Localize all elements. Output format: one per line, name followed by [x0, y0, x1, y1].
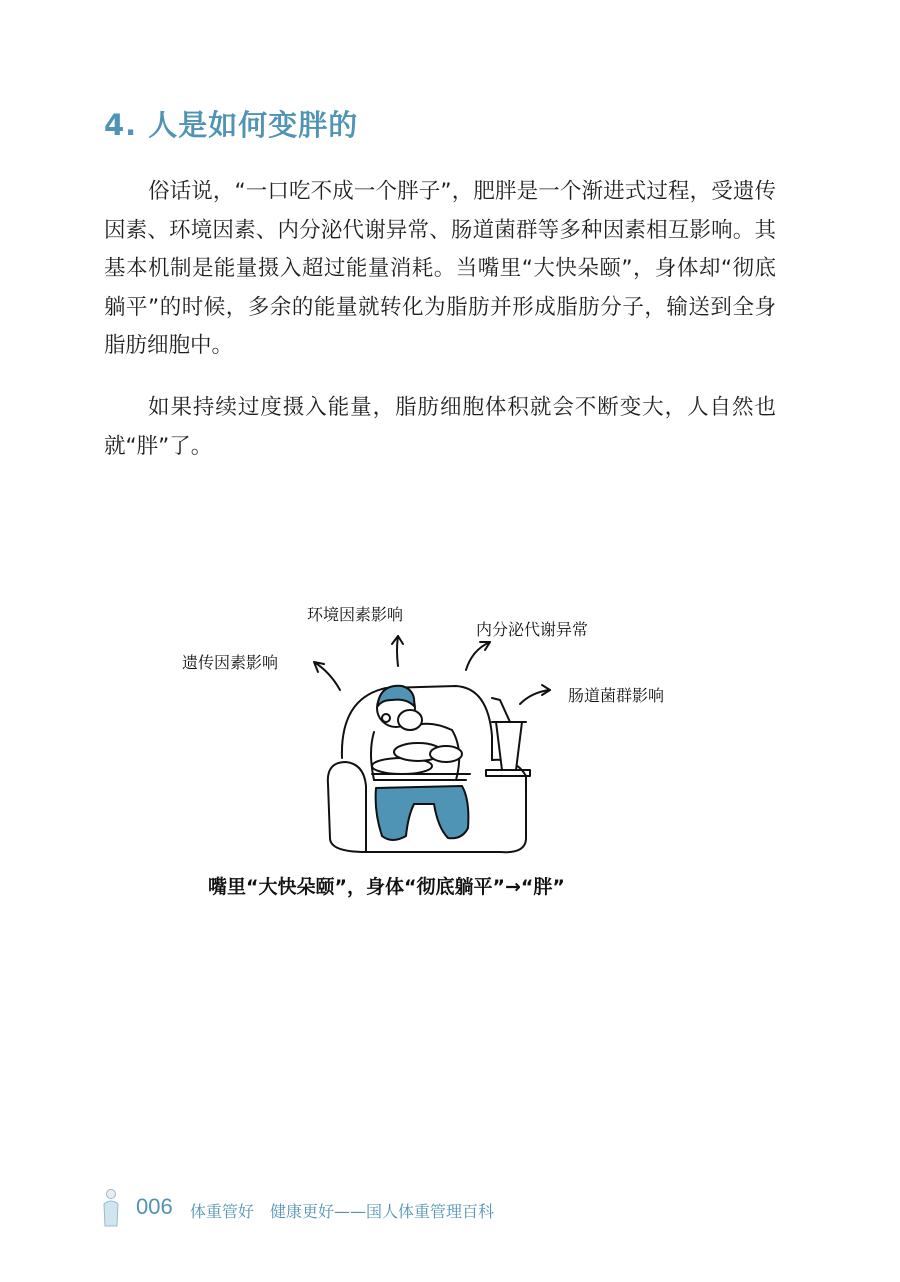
arrow-environment: [397, 636, 398, 666]
label-endocrine: 内分泌代谢异常: [476, 620, 589, 639]
running-book-title: 体重管好 健康更好——国人体重管理百科: [190, 1202, 495, 1221]
section-title: 4. 人是如何变胖的: [104, 108, 359, 142]
person-silhouette-icon: [100, 1188, 122, 1228]
illustration: [170, 590, 730, 910]
label-environment: 环境因素影响: [307, 605, 404, 624]
label-genetic: 遗传因素影响: [182, 653, 279, 672]
arrow-genetic: [314, 662, 340, 690]
page-footer: [100, 1188, 700, 1228]
couch-eating-illustration: [170, 590, 730, 910]
body-paragraph-2: 如果持续过度摄入能量，脂肪细胞体积就会不断变大，人自然也就“胖”了。: [104, 395, 776, 459]
page-number: 006: [136, 1194, 173, 1219]
label-gut: 肠道菌群影响: [568, 686, 665, 705]
body-paragraph-1: 俗话说，“一口吃不成一个胖子”，肥胖是一个渐进式过程，受遗传因素、环境因素、内分泌代谢异常、肠道菌群等多种因素相互影响。其基本机制是能量摄入超过能量消耗。当嘴里“大快朵颐”，身体却“彻底躺平”的时候，多余的能量就转化为脂肪并形成脂肪分子，输送到全身脂肪细胞中。: [104, 179, 776, 358]
illustration-caption: 嘴里“大快朵颐”，身体“彻底躺平”→“胖”: [208, 876, 565, 898]
